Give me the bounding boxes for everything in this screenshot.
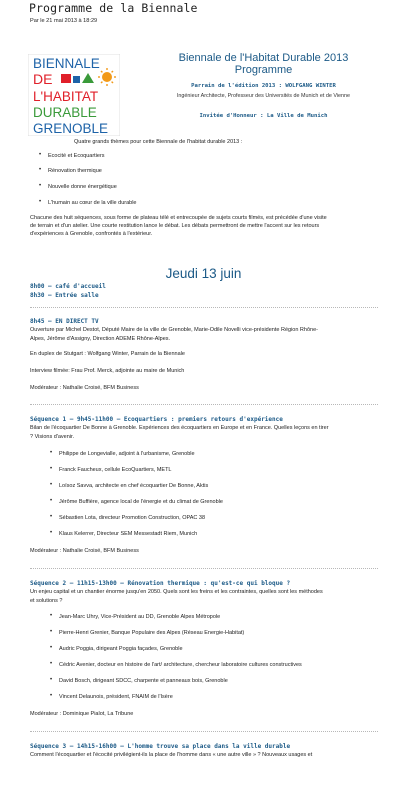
programme-subtitle: Programme: [234, 64, 293, 76]
speaker-item: • Cédric Avenier, docteur en histoire de l'art/ architecture, chercheur laboratoire cultures constructives: [59, 662, 302, 668]
parrain-line: Parrain de l'édition 2013 : WOLFGANG WINTER: [191, 83, 336, 89]
speaker-item: • Klaus Kelerrer, Directeur SEM Messestadt Riem, Munich: [59, 531, 197, 537]
day-heading: Jeudi 13 juin: [165, 266, 242, 281]
themes-intro: Quatre grands thèmes pour cette Biennale de l'habitat durable 2013 :: [74, 139, 243, 145]
seq1-description-line: ? Visions d'avenir.: [30, 434, 75, 440]
speaker-item: • Loïsoz Savva, architecte en chef écoquartier De Bonne, Aktis: [59, 483, 208, 489]
moderator-line: Modérateur : Nathalie Croisé, BFM Business: [30, 548, 139, 554]
theme-item: • Rénovation thermique: [48, 168, 102, 174]
svg-text:L'HABITAT: L'HABITAT: [33, 89, 99, 104]
speaker-item: • Philippe de Longevialle, adjoint à l'urbanisme, Grenoble: [59, 451, 195, 457]
divider: [30, 404, 378, 405]
speaker-item: • Jérôme Buffière, agence local de l'énergie et du climat de Grenoble: [59, 499, 223, 505]
divider: [30, 307, 378, 308]
page-title: Programme de la Biennale: [29, 1, 198, 15]
speaker-item: • Pierre-Henri Grenier, Banque Populaire des Alpes (Réseau Energie-Habitat): [59, 630, 244, 636]
divider: [30, 568, 378, 569]
biennale-logo: [28, 54, 120, 136]
invitee-line: Invitée d'Honneur : La Ville de Munich: [199, 113, 328, 119]
seq1-description-line: Bilan de l'écoquartier De Bonne à Grenoble. Expériences des écoquartiers en Europe et en France. Quelles leçons en tirer: [30, 425, 329, 431]
programme-title: Biennale de l'Habitat Durable 2013: [178, 52, 349, 64]
speaker-item: • Franck Faucheux, cellule EcoQuartiers, METL: [59, 467, 172, 473]
seq3-description-line: Comment l'écoquartier et l'écocité privilégient-ils la place de l'homme dans « une autre ville » ? Nouveaux usages et: [30, 752, 313, 758]
theme-item: • Nouvelle donne énergétique: [48, 184, 117, 190]
theme-item: • Ecocité et Ecoquartiers: [48, 153, 105, 159]
divider: [30, 731, 378, 732]
svg-text:BIENNALE: BIENNALE: [33, 56, 100, 71]
speaker-item: • Sébastien Lota, directeur Promotion Construction, OPAC 38: [59, 515, 205, 521]
theme-item: • L'humain au cœur de la ville durable: [48, 200, 137, 206]
section-title-seq1: Séquence 1 – 9h45-11h00 – Ecoquartiers : premiers retours d'expérience: [30, 416, 283, 423]
section-title-direct: 8h45 – EN DIRECT TV: [30, 318, 99, 325]
schedule-item: 8h30 – Entrée salle: [30, 292, 99, 299]
moderator-line: Modérateur : Nathalie Croisé, BFM Business: [30, 385, 139, 391]
section-title-seq2: Séquence 2 – 11h15-13h00 – Rénovation thermique : qu'est-ce qui bloque ?: [30, 580, 291, 587]
intro-paragraph-line: de terrain et d'un atelier. Une courte restitution lance le débat. Les débats permettront de mettre l'accent sur les retours: [30, 223, 320, 229]
intro-paragraph-line: d'expériences à Grenoble, confrontés à l'extérieur.: [30, 231, 153, 237]
direct-description-line: Ouverture par Michel Destot, Député Maire de la ville de Grenoble, Marie-Odile Novelli vice-présidente Région Rhône-: [30, 327, 318, 333]
interview-line: Interview filmée: Frau Prof. Merck, adjointe au maire de Munich: [30, 368, 185, 374]
duplex-line: En duplex de Stutgart : Wolfgang Winter, Parrain de la Biennale: [30, 351, 185, 357]
parrain-description: Ingénieur Architecte, Professeur des Universités de Munich et de Vienne: [176, 93, 351, 99]
intro-paragraph-line: Chacune des huit séquences, sous forme de plateau télé et entrecoupée de sujets courts filmés, est précédée d'une visite: [30, 215, 327, 221]
seq2-description-line: Un enjeu capital et un chantier énorme jusqu'en 2050. Quels sont les freins et les contraintes, quelles sont les méthodes: [30, 589, 323, 595]
post-byline: Par le 21 mai 2013 à 18:29: [30, 18, 98, 24]
svg-text:DURABLE: DURABLE: [33, 105, 97, 120]
seq2-description-line: et solutions ?: [30, 598, 63, 604]
moderator-line: Modérateur : Dominique Pialot, La Tribune: [30, 711, 134, 717]
svg-text:DE: DE: [33, 71, 53, 87]
speaker-item: • David Bosch, dirigeant SDCC, charpente et panneaux bois, Grenoble: [59, 678, 228, 684]
svg-text:GRENOBLE: GRENOBLE: [33, 121, 109, 136]
speaker-item: • Audric Poggia, dirigeant Poggia façades, Grenoble: [59, 646, 183, 652]
section-title-seq3: Séquence 3 – 14h15-16h00 – L'homme trouve sa place dans la ville durable: [30, 743, 291, 750]
direct-description-line: Alpes, Jérôme d'Assigny, Direction ADEME Rhône-Alpes.: [30, 336, 171, 342]
schedule-item: 8h00 – café d'accueil: [30, 283, 106, 290]
speaker-item: • Jean-Marc Uhry, Vice-Président au DD, Grenoble Alpes Métropole: [59, 614, 220, 620]
speaker-item: • Vincent Delaunois, président, FNAIM de l'Isère: [59, 694, 173, 700]
